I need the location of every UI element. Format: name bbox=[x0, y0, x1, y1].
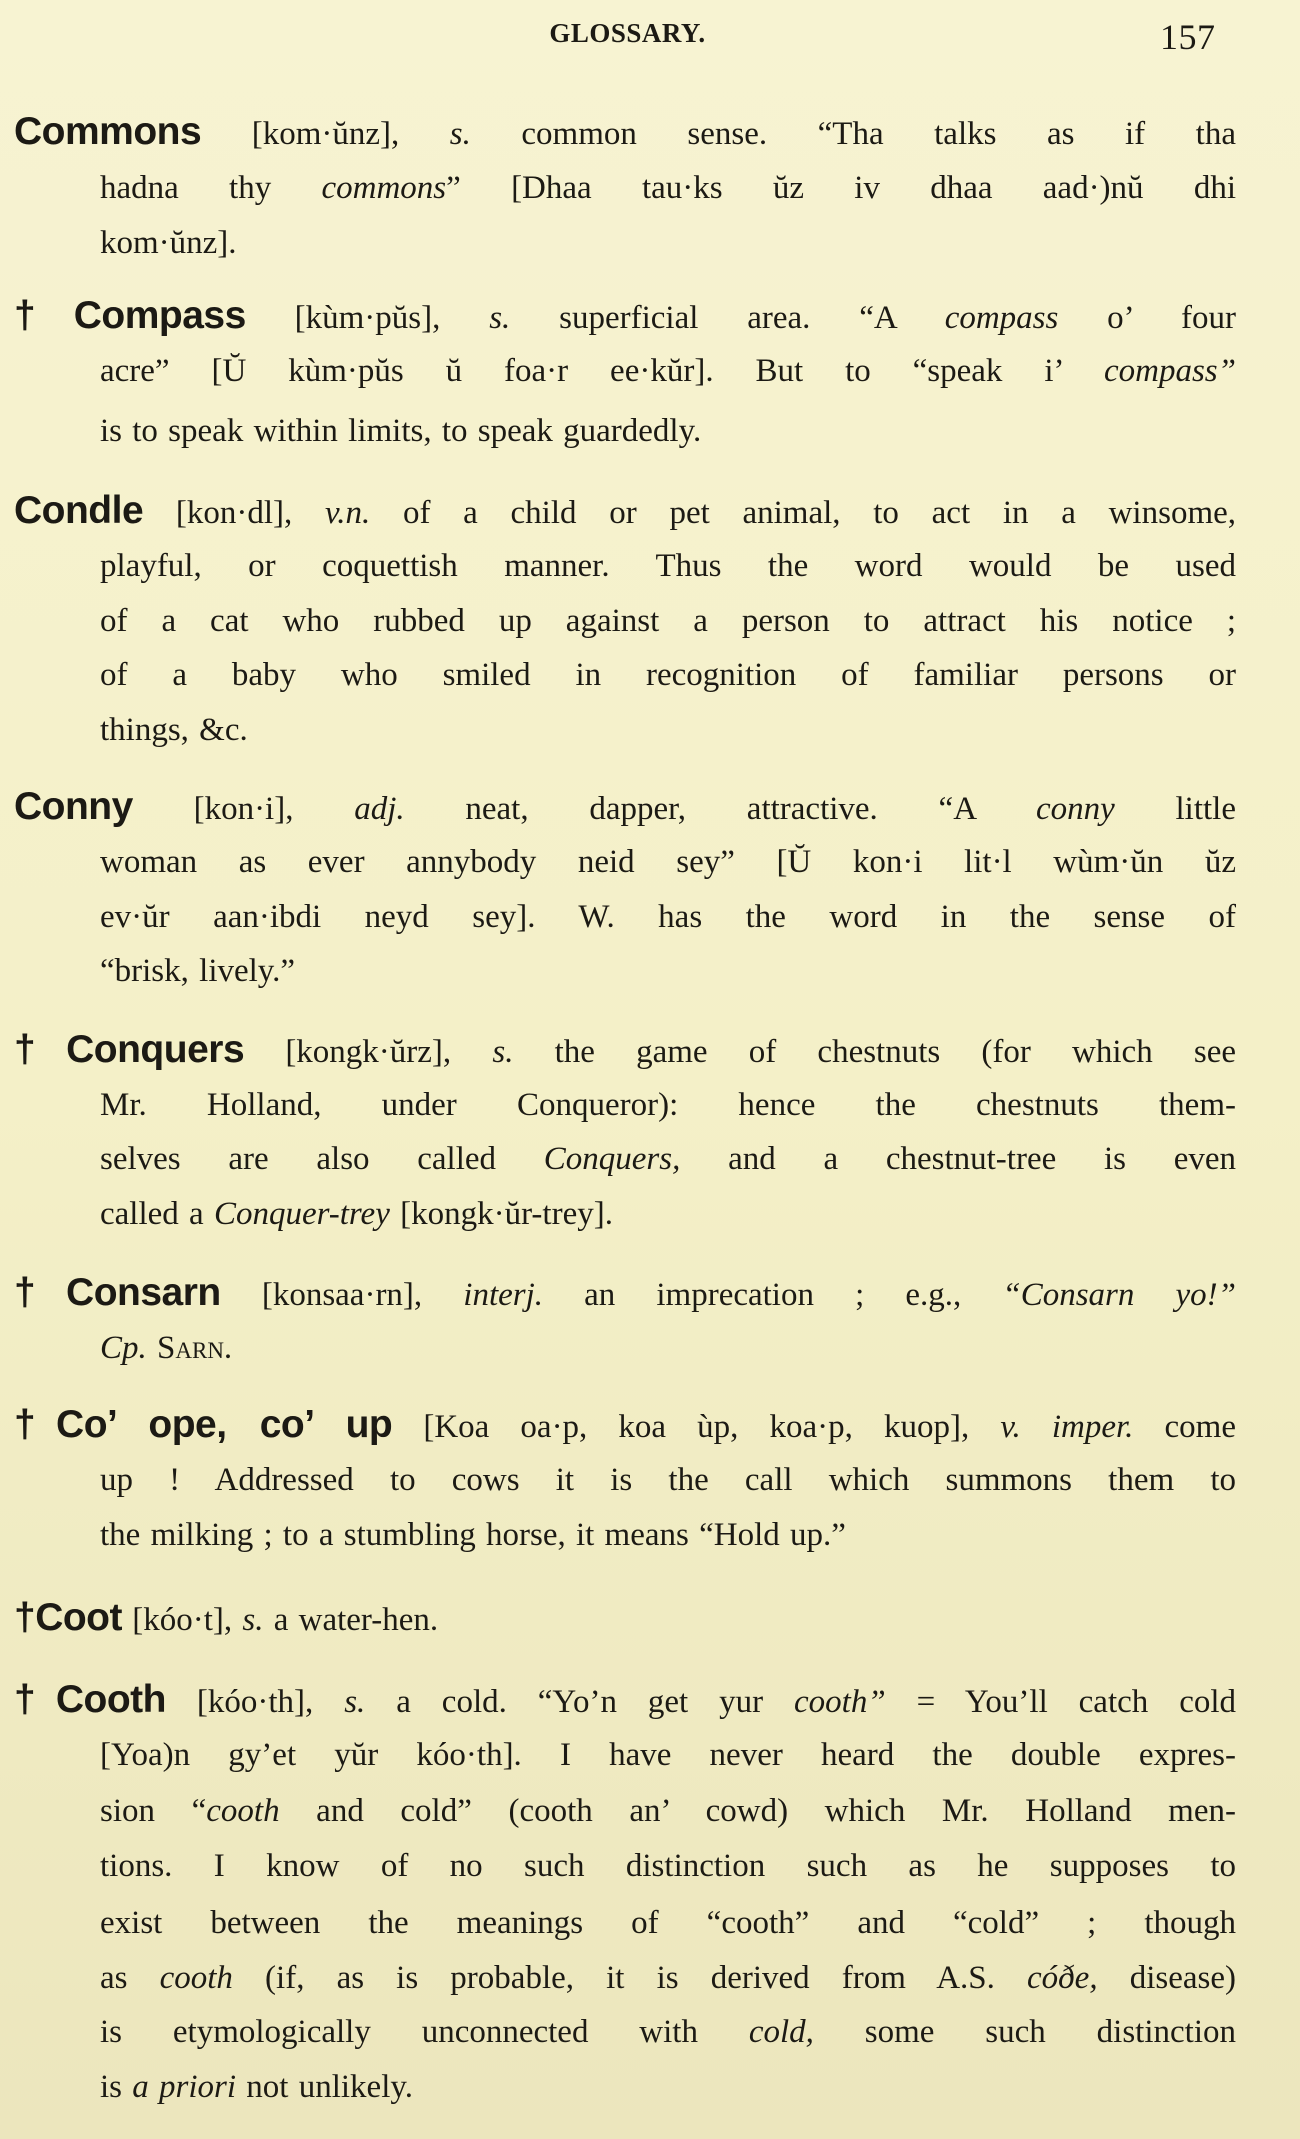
text: [Yoa)n gy’et yŭr kóo·th]. I have never heard the double expres- bbox=[100, 1737, 1236, 1773]
text: (if, as is probable, it is derived from A.S. bbox=[232, 1960, 1028, 1996]
headword: †Coot bbox=[14, 1596, 122, 1639]
entry-line bbox=[100, 409, 1236, 453]
text: playful, or coquettish manner. Thus the word would be used bbox=[100, 548, 1236, 584]
entry-line bbox=[100, 544, 1236, 588]
text: superficial area. “A bbox=[510, 300, 945, 336]
headword: Conny bbox=[14, 785, 133, 828]
text: and cold” (cooth an’ cowd) which Mr. Holland men- bbox=[279, 1793, 1236, 1829]
entry-line bbox=[100, 1956, 1236, 2000]
text: = You’ll catch cold bbox=[885, 1684, 1237, 1720]
text: and a chestnut-tree is even bbox=[680, 1141, 1236, 1177]
text bbox=[147, 1330, 157, 1366]
headword: †Cooth bbox=[14, 1678, 166, 1721]
text: not unlikely. bbox=[236, 2069, 413, 2105]
text: neat, dapper, attractive. “A bbox=[404, 791, 1036, 827]
italic-text: cóðe, bbox=[1027, 1960, 1098, 1996]
text: come bbox=[1133, 1409, 1236, 1445]
entry-line bbox=[14, 785, 1236, 829]
entry-line bbox=[100, 1192, 1236, 1236]
text: tions. I know of no such distinction such as he supposes to bbox=[100, 1848, 1236, 1884]
text: hadna thy bbox=[100, 170, 322, 206]
text: woman as ever annybody neid sey” [Ŭ kon·i lit·l wùm·ŭn ŭz bbox=[100, 844, 1236, 880]
italic-text: s. bbox=[489, 300, 511, 336]
italic-text: a priori bbox=[132, 2069, 237, 2105]
text: is etymologically unconnected with bbox=[100, 2014, 749, 2050]
entry-line bbox=[14, 110, 1236, 154]
text: the game of chestnuts (for which see bbox=[513, 1034, 1237, 1070]
running-head-title: GLOSSARY. bbox=[549, 18, 706, 48]
entry-line bbox=[14, 1403, 1236, 1447]
text: [kongk·ŭrz], bbox=[244, 1034, 493, 1070]
text: [kóo·t], bbox=[122, 1602, 243, 1638]
text: sion “ bbox=[100, 1793, 207, 1829]
entry-line bbox=[14, 1028, 1236, 1072]
italic-text: Cp. bbox=[100, 1330, 147, 1366]
italic-text: cooth” bbox=[794, 1684, 886, 1720]
italic-text: Conquer-trey bbox=[213, 1196, 390, 1232]
headword: Condle bbox=[14, 489, 144, 532]
italic-text: cooth bbox=[159, 1960, 233, 1996]
text: of a child or pet animal, to act in a winsome, bbox=[370, 495, 1237, 531]
entry-line bbox=[14, 1596, 1236, 1640]
text: an imprecation ; e.g., bbox=[543, 1277, 1003, 1313]
entry-line bbox=[100, 708, 1236, 752]
italic-text: s. bbox=[344, 1684, 366, 1720]
entry-line bbox=[100, 1901, 1236, 1945]
entry-line bbox=[100, 166, 1236, 210]
entry-line bbox=[100, 840, 1236, 884]
text: is to speak within limits, to speak guardedly. bbox=[100, 413, 702, 449]
entry-line bbox=[14, 1678, 1236, 1722]
text: is bbox=[100, 2069, 133, 2105]
text: common sense. “Tha talks as if tha bbox=[470, 116, 1236, 152]
italic-text: v. imper. bbox=[1000, 1409, 1134, 1445]
italic-text: Conquers, bbox=[543, 1141, 681, 1177]
text: [Koa oa·p, koa ùp, koa·p, kuop], bbox=[392, 1409, 1001, 1445]
italic-text: compass” bbox=[1103, 353, 1236, 389]
entry-line bbox=[100, 1733, 1236, 1777]
italic-text: “Consarn yo!” bbox=[1002, 1277, 1236, 1313]
headword: †Co’ ope, co’ up bbox=[14, 1403, 393, 1446]
text: kom·ŭnz]. bbox=[100, 225, 237, 261]
italic-text: interj. bbox=[463, 1277, 544, 1313]
text: [kom·ŭnz], bbox=[201, 116, 450, 152]
italic-text: commons bbox=[321, 170, 447, 206]
entry-line bbox=[14, 489, 1236, 533]
text: [kóo·th], bbox=[165, 1684, 345, 1720]
text: [konsaa·rn], bbox=[220, 1277, 464, 1313]
entry-line bbox=[100, 895, 1236, 939]
text: some such distinction bbox=[813, 2014, 1236, 2050]
text: [kon·dl], bbox=[143, 495, 326, 531]
entry-line bbox=[100, 1458, 1236, 1502]
entry-line bbox=[100, 1083, 1236, 1127]
entry-line bbox=[100, 349, 1236, 393]
italic-text: conny bbox=[1035, 791, 1115, 827]
headword: †Conquers bbox=[14, 1028, 245, 1071]
text: [kongk·ŭr-trey]. bbox=[389, 1196, 613, 1232]
entry-line bbox=[100, 949, 1236, 993]
page-number: 157 bbox=[1160, 17, 1216, 57]
text: as bbox=[100, 1960, 160, 1996]
text: [kon·i], bbox=[132, 791, 355, 827]
italic-text: v.n. bbox=[325, 495, 371, 531]
entry-line bbox=[100, 653, 1236, 697]
text: [kùm·pŭs], bbox=[245, 300, 490, 336]
text: ” [Dhaa tau·ks ŭz iv dhaa aad·)nŭ dhi bbox=[446, 170, 1236, 206]
entry-line bbox=[100, 221, 1236, 265]
text: little bbox=[1114, 791, 1237, 827]
entry-line bbox=[100, 1513, 1236, 1557]
text: ev·ŭr aan·ibdi neyd sey]. W. has the word in the sense of bbox=[100, 899, 1236, 935]
text: exist between the meanings of “cooth” and “cold” ; though bbox=[100, 1905, 1236, 1941]
text: called a bbox=[100, 1196, 214, 1232]
text: “brisk, lively.” bbox=[100, 953, 296, 989]
entry-line bbox=[100, 2065, 1236, 2109]
text: a water-hen. bbox=[263, 1602, 439, 1638]
small-caps-text: Sarn. bbox=[157, 1330, 233, 1366]
entry-line bbox=[100, 599, 1236, 643]
text: of a cat who rubbed up against a person to attract his notice ; bbox=[100, 603, 1236, 639]
entry-line bbox=[100, 1326, 1236, 1370]
text: up ! Addressed to cows it is the call which summons them to bbox=[100, 1462, 1236, 1498]
italic-text: cold, bbox=[748, 2014, 814, 2050]
entry-line bbox=[100, 1844, 1236, 1888]
entry-line bbox=[100, 2010, 1236, 2054]
headword: †Consarn bbox=[14, 1271, 221, 1314]
entry-line bbox=[14, 1271, 1236, 1315]
italic-text: s. bbox=[242, 1602, 264, 1638]
italic-text: cooth bbox=[206, 1793, 280, 1829]
text: the milking ; to a stumbling horse, it means “Hold up.” bbox=[100, 1517, 846, 1553]
text: o’ four bbox=[1058, 300, 1237, 336]
entry-line bbox=[14, 294, 1236, 338]
headword: Commons bbox=[14, 110, 202, 153]
entry-line bbox=[100, 1789, 1236, 1833]
italic-text: s. bbox=[492, 1034, 514, 1070]
text: selves are also called bbox=[100, 1141, 544, 1177]
italic-text: s. bbox=[449, 116, 471, 152]
text: a cold. “Yo’n get yur bbox=[365, 1684, 794, 1720]
text: of a baby who smiled in recognition of familiar persons or bbox=[100, 657, 1236, 693]
italic-text: compass bbox=[944, 300, 1059, 336]
entry-line bbox=[100, 1137, 1236, 1181]
italic-text: adj. bbox=[354, 791, 405, 827]
headword: †Compass bbox=[14, 294, 246, 337]
text: things, &c. bbox=[100, 712, 248, 748]
text: disease) bbox=[1097, 1960, 1236, 1996]
text: Mr. Holland, under Conqueror): hence the chestnuts them- bbox=[100, 1087, 1236, 1123]
text: acre” [Ŭ kùm·pŭs ŭ foa·r ee·kŭr]. But to “speak i’ bbox=[100, 353, 1104, 389]
